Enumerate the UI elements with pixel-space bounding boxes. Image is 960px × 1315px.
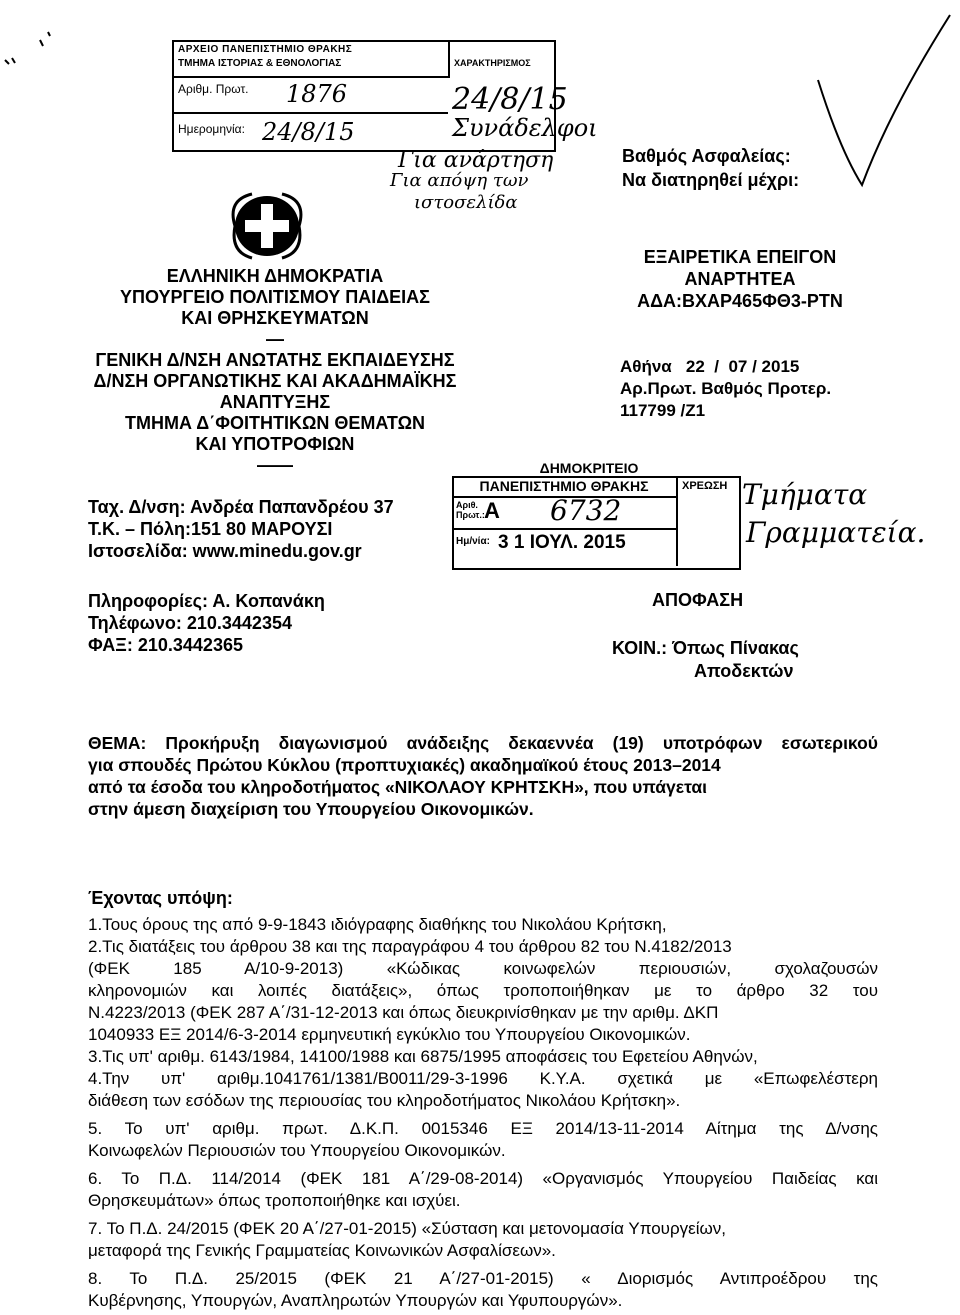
sender-dash-1: — bbox=[266, 329, 284, 349]
sender-address-block bbox=[88, 496, 394, 562]
greek-emblem-icon bbox=[222, 190, 312, 262]
sender-line-2: ΥΠΟΥΡΓΕΙΟ ΠΟΛΙΤΙΣΜΟΥ ΠΑΙΔΕΙΑΣ bbox=[120, 287, 430, 307]
archive-hmerominia-label: Ημερομηνία: bbox=[178, 122, 245, 136]
hand-note-3: Για απόψη των bbox=[390, 170, 529, 191]
urgent-line-1: ΕΞΑΙΡΕΤΙΚΑ ΕΠΕΙΓΟΝ bbox=[643, 247, 837, 267]
security-level: Βαθμός Ασφαλείας: bbox=[622, 146, 791, 166]
archive-stamp-hline2 bbox=[172, 112, 448, 114]
reg-arith-value: 6732 bbox=[550, 494, 622, 527]
considering-line: μεταφορά της Γενικής Γραμματείας Κοινωνικών Ασφαλίσεων». bbox=[88, 1241, 556, 1260]
urgent-block bbox=[600, 246, 880, 312]
considering-line: Θρησκευμάτων» όπως τροποποιήθηκε και ισχύει. bbox=[88, 1191, 461, 1210]
reg-date-value: 3 1 ΙΟΥΛ. 2015 bbox=[498, 532, 626, 553]
hand-side-note-2: Γραμματεία. bbox=[746, 516, 926, 549]
contact-block bbox=[88, 590, 325, 656]
protocol-number: 117799 /Ζ1 bbox=[620, 401, 706, 420]
considering-line: 1.Τους όρους της από 9-9-1843 ιδιόγραφης διαθήκης του Νικολάου Κρήτσκη, bbox=[88, 915, 667, 934]
hand-date: 24/8/15 bbox=[452, 82, 568, 117]
archive-arithmos-label: Αριθμ. Πρωτ. bbox=[178, 82, 249, 96]
reg-date-label: Ημ/νία: bbox=[456, 536, 490, 547]
sender-line-1: ΕΛΛΗΝΙΚΗ ΔΗΜΟΚΡΑΤΙΑ bbox=[166, 266, 384, 286]
considering-line: 5. Το υπ' αριθμ. πρωτ. Δ.Κ.Π. 0015346 ΕΞ 2014/13-11-2014 Αίτημα της Δ/νσης bbox=[88, 1119, 878, 1138]
reg-arith-label: Αριθ. Πρωτ.: bbox=[456, 500, 485, 520]
hand-note-1: Συνάδελφοι bbox=[452, 114, 598, 142]
considering-line: 7. Το Π.Δ. 24/2015 (ΦΕΚ 20 Α΄/27-01-2015) «Σύσταση και μετονομασία Υπουργείων, bbox=[88, 1219, 726, 1238]
koin-line: ΚΟΙΝ.: Όπως Πίνακας bbox=[612, 638, 799, 658]
reg-stamp-chreosi: ΧΡΕΩΣΗ bbox=[682, 480, 728, 492]
sender-line-5: Δ/ΝΣΗ ΟΡΓΑΝΩΤΙΚΗΣ ΚΑΙ ΑΚΑΔΗΜΑΪΚΗΣ bbox=[93, 371, 457, 391]
reg-stamp-vline bbox=[676, 476, 678, 566]
archive-stamp-divider bbox=[448, 40, 450, 78]
ada-code: ΑΔΑ:ΒΧΑΡ465ΦΘ3-ΡΤΝ bbox=[637, 291, 843, 311]
reg-stamp-title-1: ΔΗΜΟΚΡΙΤΕΙΟ bbox=[539, 460, 639, 476]
considering-line: (ΦΕΚ 185 Α/10-9-2013) «Κώδικας κοινωφελών περιουσιών, σχολαζουσών bbox=[88, 959, 878, 978]
archive-arithmos-value: 1876 bbox=[286, 80, 348, 108]
subject-line-4: στην άμεση διαχείριση του Υπουργείου Οικονομικών. bbox=[88, 799, 534, 819]
corner-scribble-icon bbox=[0, 20, 80, 80]
sender-dash-2: —— bbox=[257, 455, 293, 475]
contact-phone: Τηλέφωνο: 210.3442354 bbox=[88, 613, 292, 633]
reg-arith-prefix: Α bbox=[484, 498, 500, 523]
considering-line: 8. Το Π.Δ. 25/2015 (ΦΕΚ 21 Α΄/27-01-2015) « Διορισμός Αντιπροέδρου της bbox=[88, 1269, 878, 1288]
archive-hmerominia-value: 24/8/15 bbox=[262, 118, 355, 146]
archive-stamp-hline1 bbox=[172, 76, 448, 78]
considering-line: 4.Την υπ' αριθμ.1041761/1381/Β0011/29-3-1996 Κ.Υ.Α. σχετικά με «Επωφελέστερη bbox=[88, 1069, 878, 1088]
urgent-line-2: ΑΝΑΡΤΗΤΕΑ bbox=[684, 269, 796, 289]
subject-line-2: για σπουδές Πρώτου Κύκλου (προπτυχιακές) ακαδημαϊκού έτους 2013–2014 bbox=[88, 755, 721, 775]
considering-line: Κυβέρνησης, Υπουργών, Αναπληρωτών Υπουργών και Υφυπουργών». bbox=[88, 1291, 623, 1310]
address-line-2: Τ.Κ. – Πόλη:151 80 ΜΑΡΟΥΣΙ bbox=[88, 519, 333, 539]
date-line: Αθήνα 22 / 07 / 2015 bbox=[620, 357, 800, 376]
considering-line: 2.Τις διατάξεις του άρθρου 38 και της παραγράφου 4 του άρθρου 82 του Ν.4182/2013 bbox=[88, 937, 732, 956]
considering-heading: Έχοντας υπόψη: bbox=[88, 888, 233, 908]
contact-fax: ΦΑΞ: 210.3442365 bbox=[88, 635, 243, 655]
reg-stamp-hline2 bbox=[452, 528, 676, 530]
considering-line: Ν.4223/2013 (ΦΕΚ 287 Α΄/31-12-2013 και όπως διευκρινίσθηκαν με την αριθμ. ΔΚΠ bbox=[88, 1003, 719, 1022]
considering-line: διάθεση των εσόδων της περιουσίας του κληροδοτήματος Νικολάου Κρήτσκη». bbox=[88, 1091, 681, 1110]
sender-line-6: ΑΝΑΠΤΥΞΗΣ bbox=[219, 392, 331, 412]
archive-stamp-line2: ΤΜΗΜΑ ΙΣΤΟΡΙΑΣ & ΕΘΝΟΛΟΓΙΑΣ bbox=[178, 58, 342, 69]
hand-side-note-1: Τμήματα bbox=[742, 478, 868, 511]
archive-stamp-side: ΧΑΡΑΚΤΗΡΙΣΜΟΣ bbox=[454, 58, 531, 68]
hand-note-2: Για ανάρτηση bbox=[398, 148, 554, 173]
sender-line-7: ΤΜΗΜΑ Δ΄ΦΟΙΤΗΤΙΚΩΝ ΘΕΜΑΤΩΝ bbox=[124, 413, 426, 433]
archive-stamp-line1: ΑΡΧΕΙΟ ΠΑΝΕΠΙΣΤΗΜΙΟ ΘΡΑΚΗΣ bbox=[178, 44, 353, 55]
address-line-1: Ταχ. Δ/νση: Ανδρέα Παπανδρέου 37 bbox=[88, 497, 394, 517]
subject-line-3: από τα έσοδα του κληροδοτήματος «ΝΙΚΟΛΑΟΥ ΚΡΗΤΣΚΗ», που υπάγεται bbox=[88, 777, 708, 797]
sender-line-4: ΓΕΝΙΚΗ Δ/ΝΣΗ ΑΝΩΤΑΤΗΣ ΕΚΠΑΙΔΕΥΣΗΣ bbox=[95, 350, 455, 370]
subject-line-1: ΘΕΜΑ: Προκήρυξη διαγωνισμού ανάδειξης δεκαεννέα (19) υποτρόφων εσωτερικού bbox=[88, 733, 878, 753]
considering-line: 1040933 ΕΞ 2014/6-3-2014 ερμηνευτική εγκύκλιο του Υπουργείου Οικονομικών. bbox=[88, 1025, 691, 1044]
date-block bbox=[620, 356, 831, 422]
security-keep-until: Να διατηρηθεί μέχρι: bbox=[622, 170, 800, 190]
considering-line: κληρονομιών και λοιπές διατάξεις», όπως τροποποιήθηκαν με το άρθρο 32 του bbox=[88, 981, 878, 1000]
considering-line: 3.Τις υπ' αριθμ. 6143/1984, 14100/1988 και 6875/1995 αποφάσεις του Εφετείου Αθηνών, bbox=[88, 1047, 758, 1066]
sender-block bbox=[60, 266, 490, 476]
protocol-label: Αρ.Πρωτ. Βαθμός Προτερ. bbox=[620, 379, 832, 398]
website-line: Ιστοσελίδα: www.minedu.gov.gr bbox=[88, 541, 362, 561]
check-mark-icon bbox=[810, 10, 955, 190]
considering-line: Κοινωφελών Περιουσιών του Υπουργείου Οικονομικών. bbox=[88, 1141, 506, 1160]
contact-info: Πληροφορίες: Α. Κοπανάκη bbox=[88, 591, 325, 611]
reg-stamp-title-2: ΠΑΝΕΠΙΣΤΗΜΙΟ ΘΡΑΚΗΣ bbox=[479, 478, 649, 494]
koin-line-2: Αποδεκτών bbox=[694, 661, 794, 681]
hand-note-4: ιστοσελίδα bbox=[414, 192, 518, 213]
decision-title: ΑΠΟΦΑΣΗ bbox=[652, 590, 744, 610]
sender-line-3: ΚΑΙ ΘΡΗΣΚΕΥΜΑΤΩΝ bbox=[181, 308, 369, 328]
sender-line-8: ΚΑΙ ΥΠΟΤΡΟΦΙΩΝ bbox=[195, 434, 355, 454]
considering-line: 6. Το Π.Δ. 114/2014 (ΦΕΚ 181 Α΄/29-08-2014) «Οργανισμός Υπουργείου Παιδείας και bbox=[88, 1169, 878, 1188]
